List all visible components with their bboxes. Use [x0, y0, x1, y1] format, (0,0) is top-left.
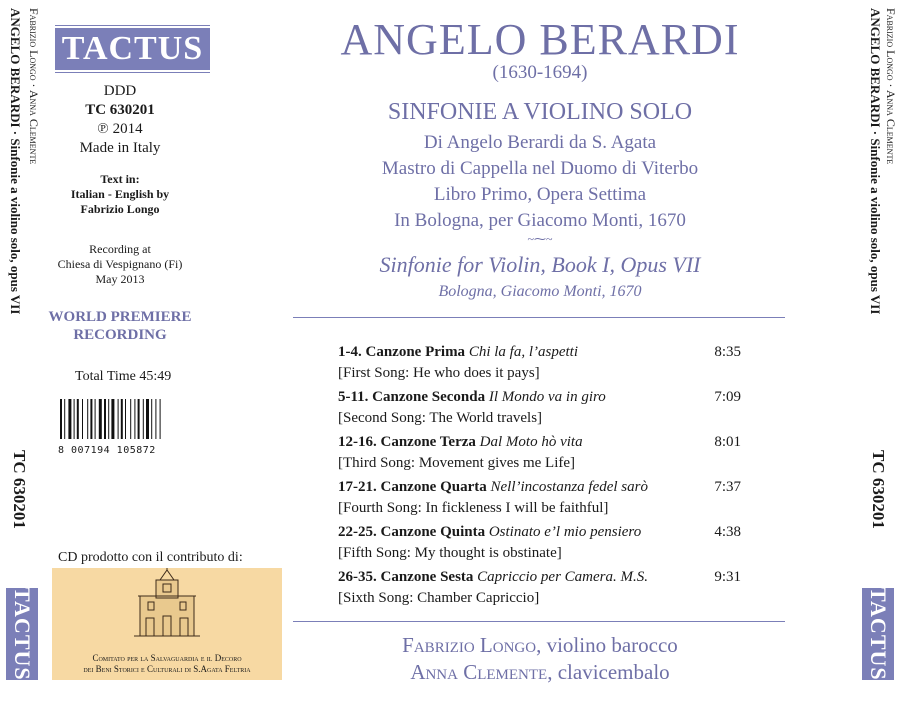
track-number: 17-21. Canzone Quarta: [338, 479, 487, 495]
tactus-logo: TACTUS: [55, 25, 210, 73]
format: DDD: [103, 83, 137, 99]
track-title: Dal Moto hò vita: [479, 434, 583, 450]
track-number: 5-11. Canzone Seconda: [338, 389, 486, 405]
barcode: [58, 399, 188, 456]
track-translation: [Third Song: Movement gives me Life]: [338, 455, 576, 471]
track-title: Il Mondo va in giro: [488, 389, 606, 405]
world-premiere: WORLD PREMIERE RECORDING: [48, 309, 192, 343]
track-row: [338, 388, 758, 427]
phonogram: ℗ 2014: [97, 121, 143, 137]
track-row: [338, 568, 758, 607]
track-row: [338, 343, 758, 382]
track-number: 12-16. Canzone Terza: [338, 434, 476, 450]
track-translation: [First Song: He who does it pays]: [338, 365, 540, 381]
left-spine-code: TC 630201: [10, 450, 29, 529]
track-title: Nell’incostanza fedel sarò: [490, 479, 648, 495]
work-title: SINFONIE A VIOLINO SOLO: [387, 99, 693, 125]
track-row: [338, 523, 758, 562]
track-duration: 7:09: [714, 389, 741, 405]
track-duration: 9:31: [714, 569, 741, 585]
track-number: 1-4. Canzone Prima: [338, 344, 466, 360]
track-duration: 8:01: [714, 434, 741, 450]
sponsor-caption: CD prodotto con il contributo di:: [58, 550, 243, 565]
total-time: Total Time 45:49: [75, 369, 172, 384]
title-page-text: Di Angelo Berardi da S. Agata Mastro di Cappella nel Duomo di Viterbo Libro Primo, Opera Settima In Bologna, per Giacomo Monti, 1670: [381, 132, 699, 231]
track-title: Capriccio per Camera. M.S.: [477, 569, 648, 585]
right-spine-title: ANGELO BERARDI · Sinfonie a violino solo, opus VII: [868, 8, 883, 315]
track-number: 26-35. Canzone Sesta: [338, 569, 474, 585]
right-spine-performers: Fabrizio Longo · Anna Clemente: [884, 8, 898, 165]
track-duration: 4:38: [714, 524, 741, 540]
track-translation: [Fifth Song: My thought is obstinate]: [338, 545, 562, 561]
track-duration: 7:37: [714, 479, 741, 495]
track-title: Ostinato e’l mio pensiero: [488, 524, 642, 540]
track-title: Chi la fa, l’aspetti: [468, 344, 578, 360]
english-subtitle: Bologna, Giacomo Monti, 1670: [438, 283, 642, 300]
building-icon: [52, 568, 282, 644]
release-info: [50, 82, 190, 158]
origin: Made in Italy: [79, 140, 161, 156]
left-spine-title: ANGELO BERARDI · Sinfonie a violino solo, opus VII: [8, 8, 23, 315]
right-spine-code: TC 630201: [869, 450, 888, 529]
ornament-divider: ~⁓~: [527, 232, 553, 246]
catalog-number: TC 630201: [85, 102, 155, 118]
track-translation: [Sixth Song: Chamber Capriccio]: [338, 590, 540, 606]
performer-1-name: Fabrizio Longo: [402, 633, 537, 657]
track-translation: [Second Song: The World travels]: [338, 410, 543, 426]
barcode-bars: [58, 399, 188, 439]
barcode-number: 8 007194 105872: [58, 445, 156, 456]
sponsor-line-1: Comitato per la Salvaguardia e il Decoro: [92, 653, 242, 663]
header-divider: [293, 317, 785, 318]
sponsor-line-2: dei Beni Storici e Culturali di S.Agata Feltria: [83, 664, 251, 674]
sponsor-panel: [52, 568, 282, 680]
performer-1-role: , violino barocco: [536, 633, 678, 657]
track-row: [338, 478, 758, 517]
composer-dates: (1630-1694): [492, 62, 588, 83]
text-in-info: Text in: Italian - English by Fabrizio Longo: [70, 172, 170, 216]
performer-2: [300, 660, 780, 685]
recording-info: Recording at Chiesa di Vespignano (Fi) May 2013: [57, 242, 183, 286]
footer-divider: [293, 621, 785, 622]
composer-name: ANGELO BERARDI: [340, 15, 740, 64]
english-title: Sinfonie for Violin, Book I, Opus VII: [379, 252, 701, 277]
track-translation: [Fourth Song: In fickleness I will be faithful]: [338, 500, 609, 516]
track-row: [338, 433, 758, 472]
performer-2-name: Anna Clemente: [410, 660, 548, 684]
track-number: 22-25. Canzone Quinta: [338, 524, 486, 540]
left-spine-logo: TACTUS: [6, 588, 38, 680]
left-spine-performers: Fabrizio Longo · Anna Clemente: [27, 8, 41, 165]
performer-2-role: , clavicembalo: [547, 660, 670, 684]
track-duration: 8:35: [714, 344, 741, 360]
performer-1: [300, 633, 780, 658]
right-spine-logo: TACTUS: [862, 588, 894, 680]
